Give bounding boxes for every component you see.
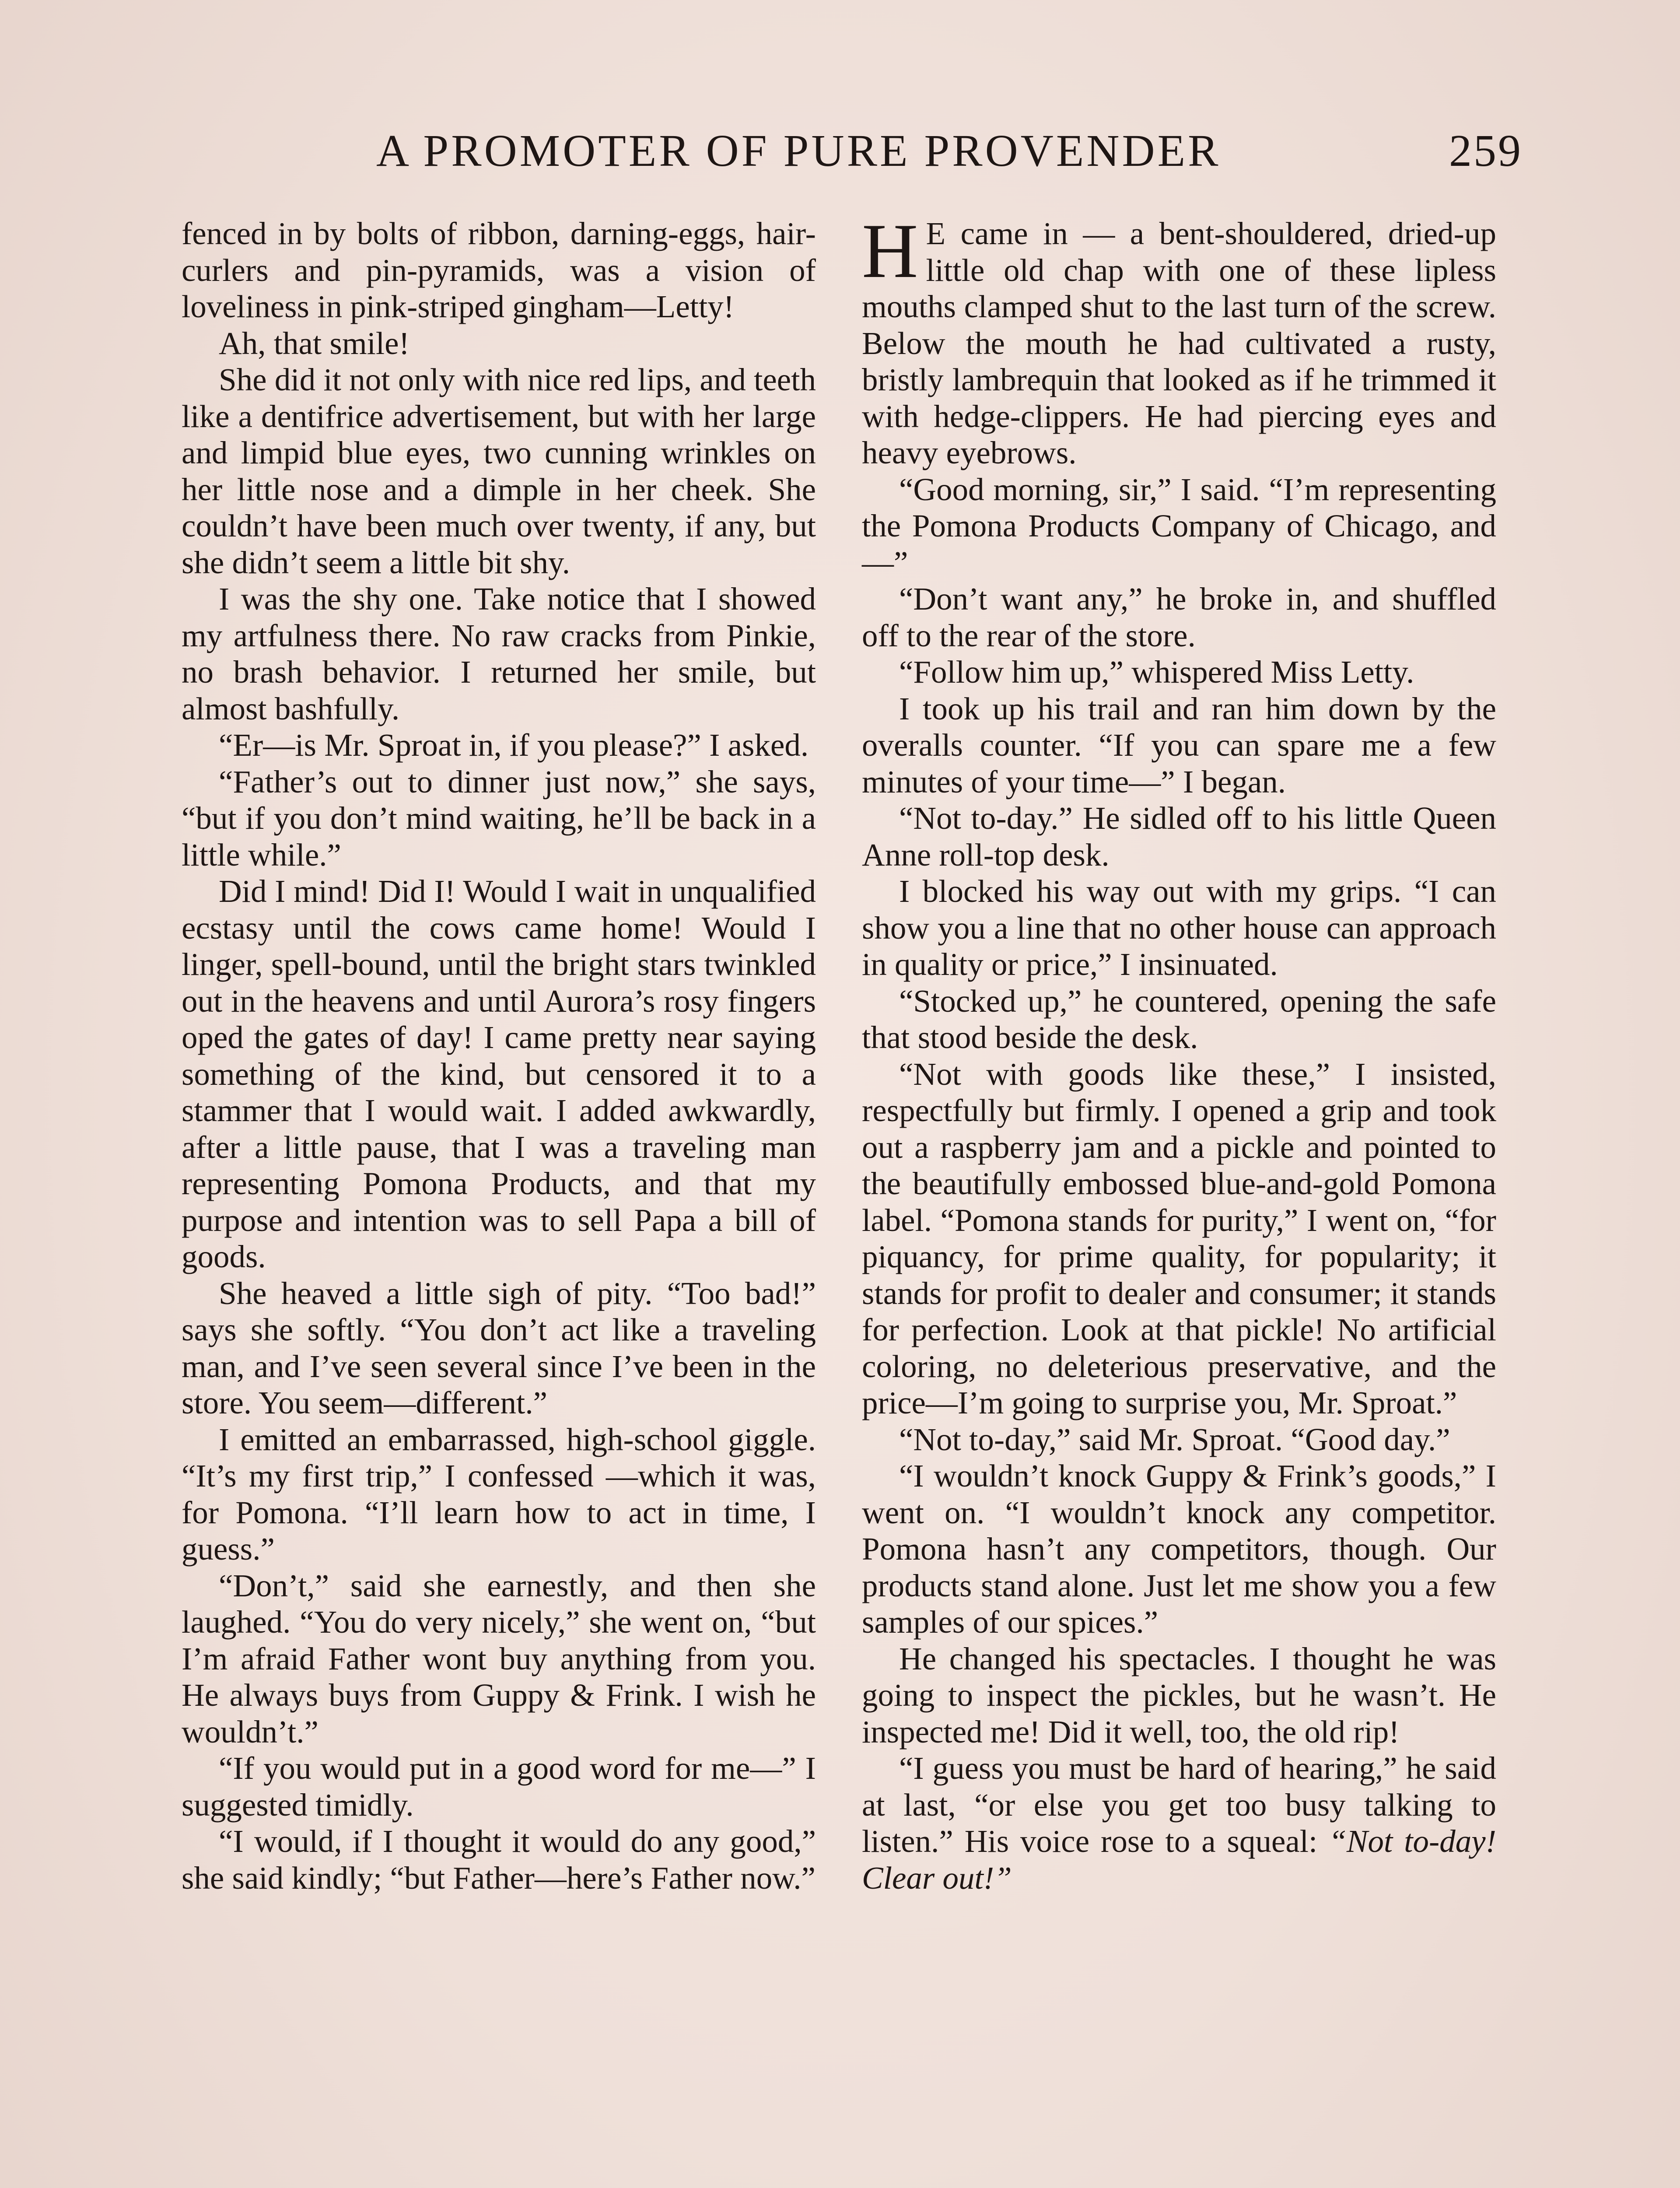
- paragraph: Ah, that smile!: [219, 325, 410, 361]
- paragraph: fenced in by bolts of ribbon, darning-eggs, hair-curlers and pin-pyramids, was a vision of loveliness in pink-striped gingham—Letty!: [182, 216, 816, 324]
- opening-paragraph-text: E came in — a bent-shouldered, dried-up little old chap with one of these lipless mouths clamped shut to the last turn of the screw. Below the mouth he had cultivated a rusty, bristly lambrequin that looked as if he trimmed it with hedge-clippers. He had piercing eyes and heavy eyebrows.: [862, 216, 1496, 470]
- paragraph: “I would, if I thought it would do any good,” she said kindly; “but Father—here’s Father now.”: [182, 1823, 816, 1896]
- paragraph: I emitted an embarrassed, high-school giggle. “It’s my first trip,” I confessed —which it was, for Pomona. “I’ll learn how to act in time, I guess.”: [182, 1421, 816, 1567]
- paragraph: “Er—is Mr. Sproat in, if you please?” I asked.: [219, 727, 809, 763]
- paragraph: She did it not only with nice red lips, and teeth like a dentifrice advertisement, but with her large and limpid blue eyes, two cunning wrinkles on her little nose and a dimple in her cheek. She couldn’t have been much over twenty, if any, but she didn’t seem a little bit shy.: [182, 362, 816, 580]
- paragraph: “Father’s out to dinner just now,” she says, “but if you don’t mind waiting, he’ll be back in a little while.”: [182, 764, 816, 873]
- paragraph: I took up his trail and ran him down by the overalls counter. “If you can spare me a few minutes of your time—” I began.: [862, 691, 1496, 799]
- page-number: 259: [1449, 126, 1522, 176]
- drop-cap: H: [862, 207, 918, 294]
- paragraph: “Don’t want any,” he broke in, and shuffled off to the rear of the store.: [862, 581, 1496, 653]
- paragraph: He changed his spectacles. I thought he was going to inspect the pickles, but he wasn’t. He inspected me! Did it well, too, the old rip!: [862, 1641, 1496, 1750]
- paragraph: “I wouldn’t knock Guppy & Frink’s goods,” I went on. “I wouldn’t knock any competitor. Pomona hasn’t any competitors, though. Our products stand alone. Just let me show you a few samples of our spices.”: [862, 1458, 1496, 1640]
- paragraph: I was the shy one. Take notice that I showed my artfulness there. No raw cracks from Pinkie, no brash behavior. I returned her smile, but almost bashfully.: [182, 581, 816, 726]
- paragraph: “Follow him up,” whispered Miss Letty.: [899, 654, 1414, 690]
- closing-paragraph: [862, 1750, 1496, 1896]
- paragraph: “Not to-day,” said Mr. Sproat. “Good day.”: [899, 1421, 1450, 1457]
- opening-paragraph: [862, 207, 1496, 471]
- left-column: [182, 215, 816, 1896]
- closing-exclamation: “Not to-day! Clear out!”: [862, 1823, 1496, 1896]
- paragraph: I blocked his way out with my grips. “I can show you a line that no other house can approach in quality or price,” I insinuated.: [862, 873, 1496, 982]
- paragraph: “Stocked up,” he countered, opening the safe that stood beside the desk.: [862, 983, 1496, 1055]
- paragraph: “Good morning, sir,” I said. “I’m representing the Pomona Products Company of Chicago, and—”: [862, 471, 1496, 580]
- paragraph: She heaved a little sigh of pity. “Too bad!” says she softly. “You don’t act like a traveling man, and I’ve seen several since I’ve been in the store. You seem—different.”: [182, 1275, 816, 1420]
- page-header: [175, 118, 1522, 184]
- running-title: A PROMOTER OF PURE PROVENDER: [376, 126, 1221, 176]
- closing-paragraph-text: “I guess you must be hard of hearing,” he said at last, “or else you get too busy talking to listen.” His voice rose to a squeal:: [862, 1750, 1496, 1859]
- paragraph: “Don’t,” said she earnestly, and then she laughed. “You do very nicely,” she went on, “but I’m afraid Father wont buy anything from you. He always buys from Guppy & Frink. I wish he wouldn’t.”: [182, 1567, 816, 1750]
- paragraph: “If you would put in a good word for me—” I suggested timidly.: [182, 1750, 816, 1823]
- paragraph: “Not to-day.” He sidled off to his little Queen Anne roll-top desk.: [862, 800, 1496, 873]
- right-column: [862, 207, 1496, 1896]
- paragraph: Did I mind! Did I! Would I wait in unqualified ecstasy until the cows came home! Would I linger, spell-bound, until the bright stars twinkled out in the heavens and until Aurora’s rosy fingers oped the gates of day! I came pretty near saying something of the kind, but censored it to a stammer that I would wait. I added awkwardly, after a little pause, that I was a traveling man representing Pomona Products, and that my purpose and intention was to sell Papa a bill of goods.: [182, 873, 816, 1274]
- paragraph: “Not with goods like these,” I insisted, respectfully but firmly. I opened a grip and took out a raspberry jam and a pickle and pointed to the beautifully embossed blue-and-gold Pomona label. “Pomona stands for purity,” I went on, “for piquancy, for prime quality, for popularity; it stands for profit to dealer and consumer; it stands for perfection. Look at that pickle! No artificial coloring, no deleterious preservative, and the price—I’m going to surprise you, Mr. Sproat.”: [862, 1056, 1496, 1420]
